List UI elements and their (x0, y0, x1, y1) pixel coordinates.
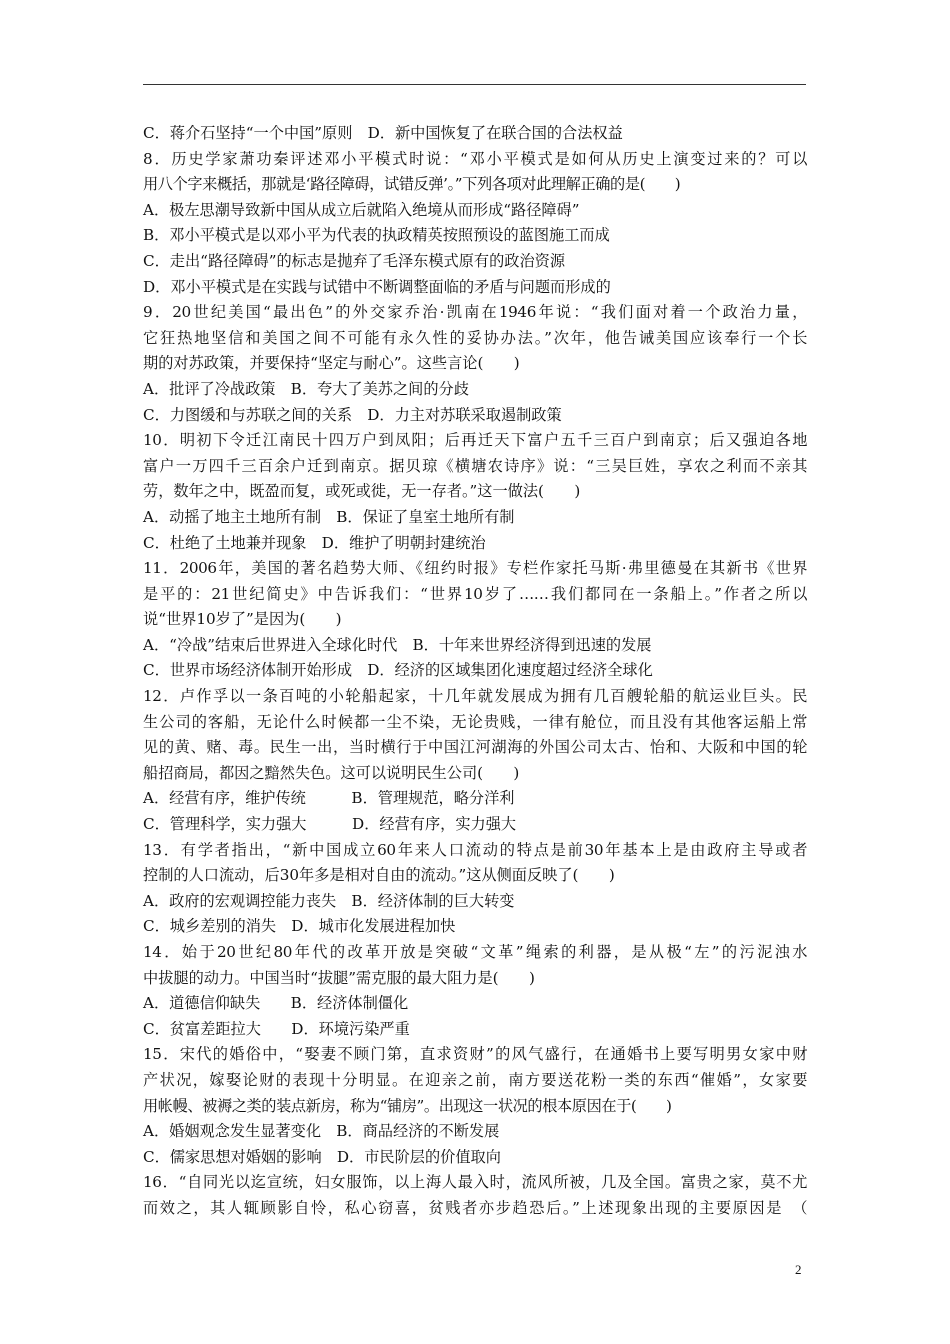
text-line: A．动摇了地主土地所有制 B．保证了皇室土地所有制 (143, 507, 515, 526)
text-line: C．杜绝了土地兼并现象 D．维护了明朝封建统治 (143, 533, 486, 552)
text-line: 劳，数年之中，既盈而复，或死或徙，无一存者。”这一做法( ) (143, 482, 581, 501)
text-line: A．极左思潮导致新中国从成立后就陷入绝境从而形成“路径障碍” (143, 200, 580, 219)
text-line: 而效之，其人辄顾影自怜，私心窃喜，贫贱者亦步趋恐后。”上述现象出现的主要原因是 （ (143, 1198, 807, 1217)
text-line: C．城乡差别的消失 D．城市化发展进程加快 (143, 917, 456, 936)
text-line: 用帐幔、被褥之类的装点新房，称为“铺房”。出现这一状况的根本原因在于( ) (143, 1096, 672, 1115)
text-line: C．管理科学，实力强大 D．经营有序，实力强大 (143, 815, 517, 834)
text-line: D．邓小平模式是在实践与试错中不断调整面临的矛盾与问题而形成的 (143, 277, 611, 296)
text-line: 控制的人口流动，后30年多是相对自由的流动。”这从侧面反映了( ) (143, 866, 615, 885)
text-line: C．世界市场经济体制开始形成 D．经济的区域集团化速度超过经济全球化 (143, 661, 653, 680)
text-line: 见的黄、赌、毒。民生一出，当时横行于中国江河湖海的外国公司太古、怡和、大阪和中国的轮 (143, 738, 807, 757)
page-body (143, 121, 807, 1222)
text-line: 11．2006年，美国的著名趋势大师、《纽约时报》专栏作家托马斯·弗里德曼在其新书《世界 (143, 559, 807, 578)
text-line: 16．“自同光以迄宣统，妇女服饰，以上海人最入时，流风所被，几及全国。富贵之家，莫不尤 (143, 1173, 807, 1192)
text-line: 船招商局，都因之黯然失色。这可以说明民生公司( ) (143, 763, 520, 782)
text-line: B．邓小平模式是以邓小平为代表的执政精英按照预设的蓝图施工而成 (143, 226, 610, 245)
text-line: 13．有学者指出，“新中国成立60年来人口流动的特点是前30年基本上是由政府主导或者 (143, 840, 807, 859)
text-line: C．走出“路径障碍”的标志是抛弃了毛泽东模式原有的政治资源 (143, 251, 566, 270)
text-line: 它狂热地坚信和美国之间不可能有永久性的妥协办法。”次年，他告诫美国应该奉行一个长 (143, 328, 807, 347)
text-line: C．贫富差距拉大 D．环境污染严重 (143, 1019, 410, 1038)
text-line: C．力图缓和与苏联之间的关系 D．力主对苏联采取遏制政策 (143, 405, 562, 424)
text-line: 15．宋代的婚俗中，“娶妻不顾门第，直求资财”的风气盛行，在通婚书上要写明男女家中财 (143, 1045, 807, 1064)
text-line: A．批评了冷战政策 B．夸大了美苏之间的分歧 (143, 379, 469, 398)
text-line: A．政府的宏观调控能力丧失 B．经济体制的巨大转变 (143, 891, 515, 910)
text-line: 说“世界10岁了”是因为( ) (143, 610, 342, 629)
text-line: A．“冷战”结束后世界进入全球化时代 B．十年来世界经济得到迅速的发展 (143, 635, 652, 654)
text-line: 10．明初下令迁江南民十四万户到凤阳；后再迁天下富户五千三百户到南京；后又强迫各地 (143, 431, 807, 450)
text-line: 富户一万四千三百余户迁到南京。据贝琼《横塘农诗序》说：“三吴巨姓，享农之利而不亲其 (143, 456, 807, 475)
text-line: C．儒家思想对婚姻的影响 D．市民阶层的价值取向 (143, 1147, 501, 1166)
header-rule (143, 84, 806, 85)
text-line: 中拔腿的动力。中国当时“拔腿”需克服的最大阻力是( ) (143, 968, 535, 987)
text-line: 12．卢作孚以一条百吨的小轮船起家，十几年就发展成为拥有几百艘轮船的航运业巨头。民 (143, 687, 807, 706)
text-line: 用八个字来概括，那就是‘路径障碍，试错反弹’。”下列各项对此理解正确的是( ) (143, 175, 681, 194)
text-line: C．蒋介石坚持“一个中国”原则 D．新中国恢复了在联合国的合法权益 (143, 124, 623, 142)
text-line: 14．始于20世纪80年代的改革开放是突破“文革”绳索的利器，是从极“左”的污泥浊水 (143, 943, 807, 961)
text-line: 期的对苏政策，并要保持“坚定与耐心”。这些言论( ) (143, 354, 520, 373)
page-number: 2 (795, 1262, 802, 1277)
text-line: A．道德信仰缺失 B．经济体制僵化 (143, 994, 409, 1013)
text-line: 9．20世纪美国“最出色”的外交家乔治·凯南在1946年说：“我们面对着一个政治力量， (143, 303, 807, 322)
text-line: 8．历史学家萧功秦评述邓小平模式时说：“邓小平模式是如何从历史上演变过来的？可以 (143, 149, 807, 168)
text-line: 生公司的客船，无论什么时候都一尘不染，无论贵贱，一律有舱位，而且没有其他客运船上常 (143, 712, 807, 731)
text-line: A．经营有序，维护传统 B．管理规范，略分洋利 (143, 789, 515, 808)
text-line: A．婚姻观念发生显著变化 B．商品经济的不断发展 (143, 1122, 500, 1141)
text-line: 产状况，嫁娶论财的表现十分明显。在迎亲之前，南方要送花粉一类的东西“催婚”，女家要 (143, 1070, 807, 1089)
text-line: 是平的：21世纪简史》中告诉我们：“世界10岁了……我们都同在一条船上。”作者之所以 (143, 584, 807, 603)
